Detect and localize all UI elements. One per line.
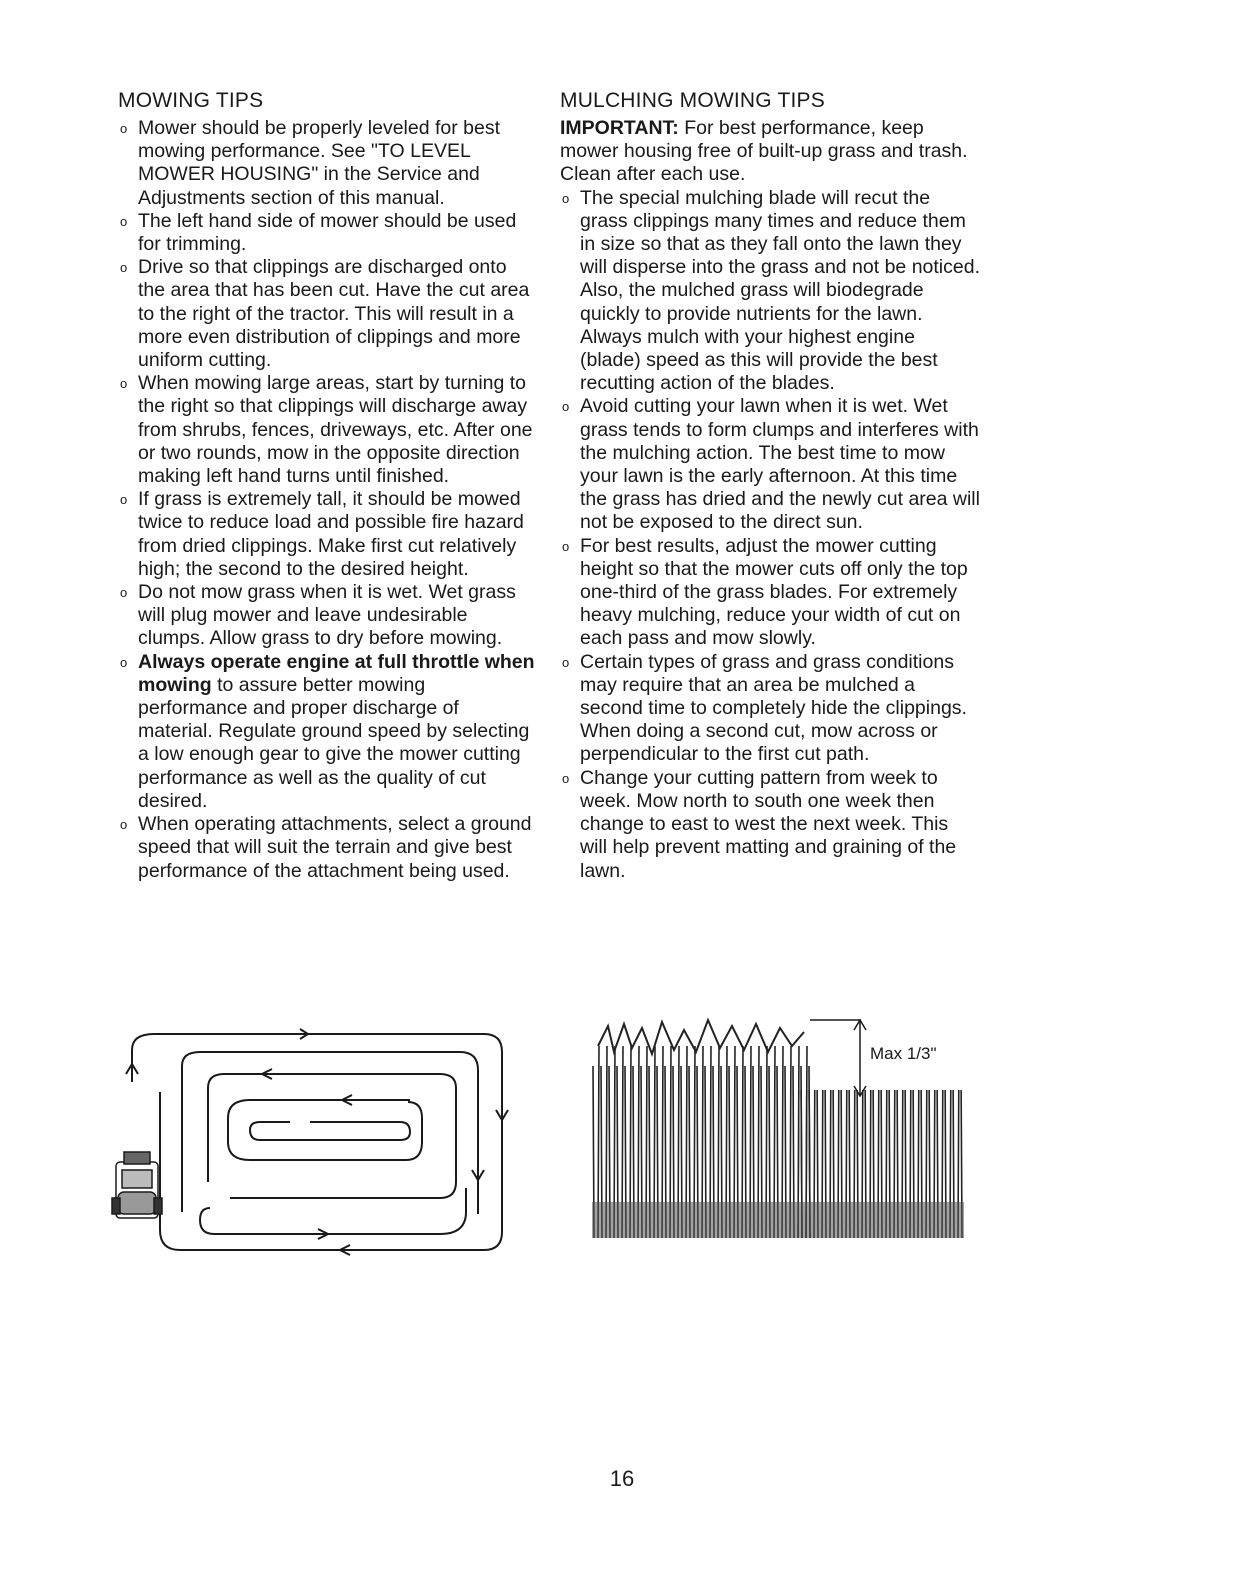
bullet-icon: o <box>562 399 570 415</box>
list-item: o If grass is extremely tall, it should be mowed twice to reduce load and possible fire hazard from dried clippings. Make first cut relatively high; the second to the desired height. <box>120 488 524 580</box>
mulching-tips-list <box>560 187 980 883</box>
list-item: o Avoid cutting your lawn when it is wet. Wet grass tends to form clumps and interferes with the mulching action. The best time to mow your lawn is the early afternoon. At this time the grass has dried and the newly cut area will not be exposed to the direct sun. <box>562 395 980 534</box>
bullet-icon: o <box>562 538 570 554</box>
bullet-icon: o <box>562 190 570 206</box>
list-item: o Mower should be properly leveled for best mowing performance. See "TO LEVEL MOWER HOUSING" in the Service and Adjustments section of this manual. <box>120 117 501 209</box>
max-one-third-label: Max 1/3" <box>870 1044 937 1063</box>
tractor-icon <box>112 1152 162 1218</box>
bold-instruction: Always operate engine at full throttle when mowing <box>138 650 535 696</box>
bullet-icon: o <box>120 121 128 136</box>
bullet-icon: o <box>120 213 128 229</box>
bullet-icon: o <box>562 770 570 786</box>
mowing-tips-list <box>118 117 538 883</box>
list-item: o Certain types of grass and grass conditions may require that an area be mulched a second time to completely hide the clippings. When doing a second cut, mow across or perpendicular to the first cut path. <box>562 650 967 766</box>
bullet-icon: o <box>120 376 128 392</box>
mulching-tips-heading: MULCHING MOWING TIPS <box>560 89 825 112</box>
important-note: IMPORTANT: For best performance, keep mower housing free of built-up grass and trash. Clean after each use. <box>560 117 968 186</box>
mowing-tips-heading: MOWING TIPS <box>118 89 264 112</box>
list-item: o Always operate engine at full throttle when mowing to assure better mowing performance and proper discharge of material. Regulate ground speed by selecting a low enough gear to give the mower cutting performance as well as the quality of cut desired. <box>120 650 535 812</box>
page-number: 16 <box>609 1466 635 1491</box>
list-item: o When operating attachments, select a ground speed that will suit the terrain and give best performance of the attachment being used. <box>120 813 532 882</box>
bullet-icon: o <box>120 585 128 601</box>
important-label: IMPORTANT: <box>560 117 679 139</box>
grass-height-illustration <box>588 1006 968 1238</box>
list-item: o Drive so that clippings are discharged onto the area that has been cut. Have the cut area to the right of the tractor. This will result in a more even distribution of clippings and more uniform cutting. <box>120 256 530 372</box>
mulching-tips-section <box>560 88 980 883</box>
bullet-icon: o <box>120 654 128 670</box>
bullet-icon: o <box>120 492 128 508</box>
list-item: o Do not mow grass when it is wet. Wet grass will plug mower and leave undesirable clumps. Allow grass to dry before mowing. <box>120 581 516 650</box>
mowing-pattern-diagram <box>110 1022 510 1256</box>
bullet-icon: o <box>120 817 128 833</box>
list-item: o For best results, adjust the mower cutting height so that the mower cuts off only the top one-third of the grass blades. For extremely heavy mulching, reduce your width of cut on each pass and mow slowly. <box>562 534 968 650</box>
list-item: o Change your cutting pattern from week to week. Mow north to south one week then change to east to west the next week. This will help prevent matting and graining of the lawn. <box>562 766 957 882</box>
bullet-icon: o <box>562 654 570 670</box>
mowing-tips-section <box>118 88 538 883</box>
bullet-icon: o <box>120 260 128 276</box>
list-item: o When mowing large areas, start by turning to the right so that clippings will discharge away from shrubs, fences, driveways, etc. After one or two rounds, mow in the opposite direction making left hand turns until finished. <box>120 372 533 488</box>
list-item: o The special mulching blade will recut the grass clippings many times and reduce them in size so that as they fall onto the lawn they will disperse into the grass and not be noticed. Also, the mulched grass will biodegrade quickly to provide nutrients for the lawn. Always mulch with your highest engine (blade) speed as this will provide the best recutting action of the blades. <box>562 186 980 395</box>
list-item: o The left hand side of mower should be used for trimming. <box>120 209 517 256</box>
